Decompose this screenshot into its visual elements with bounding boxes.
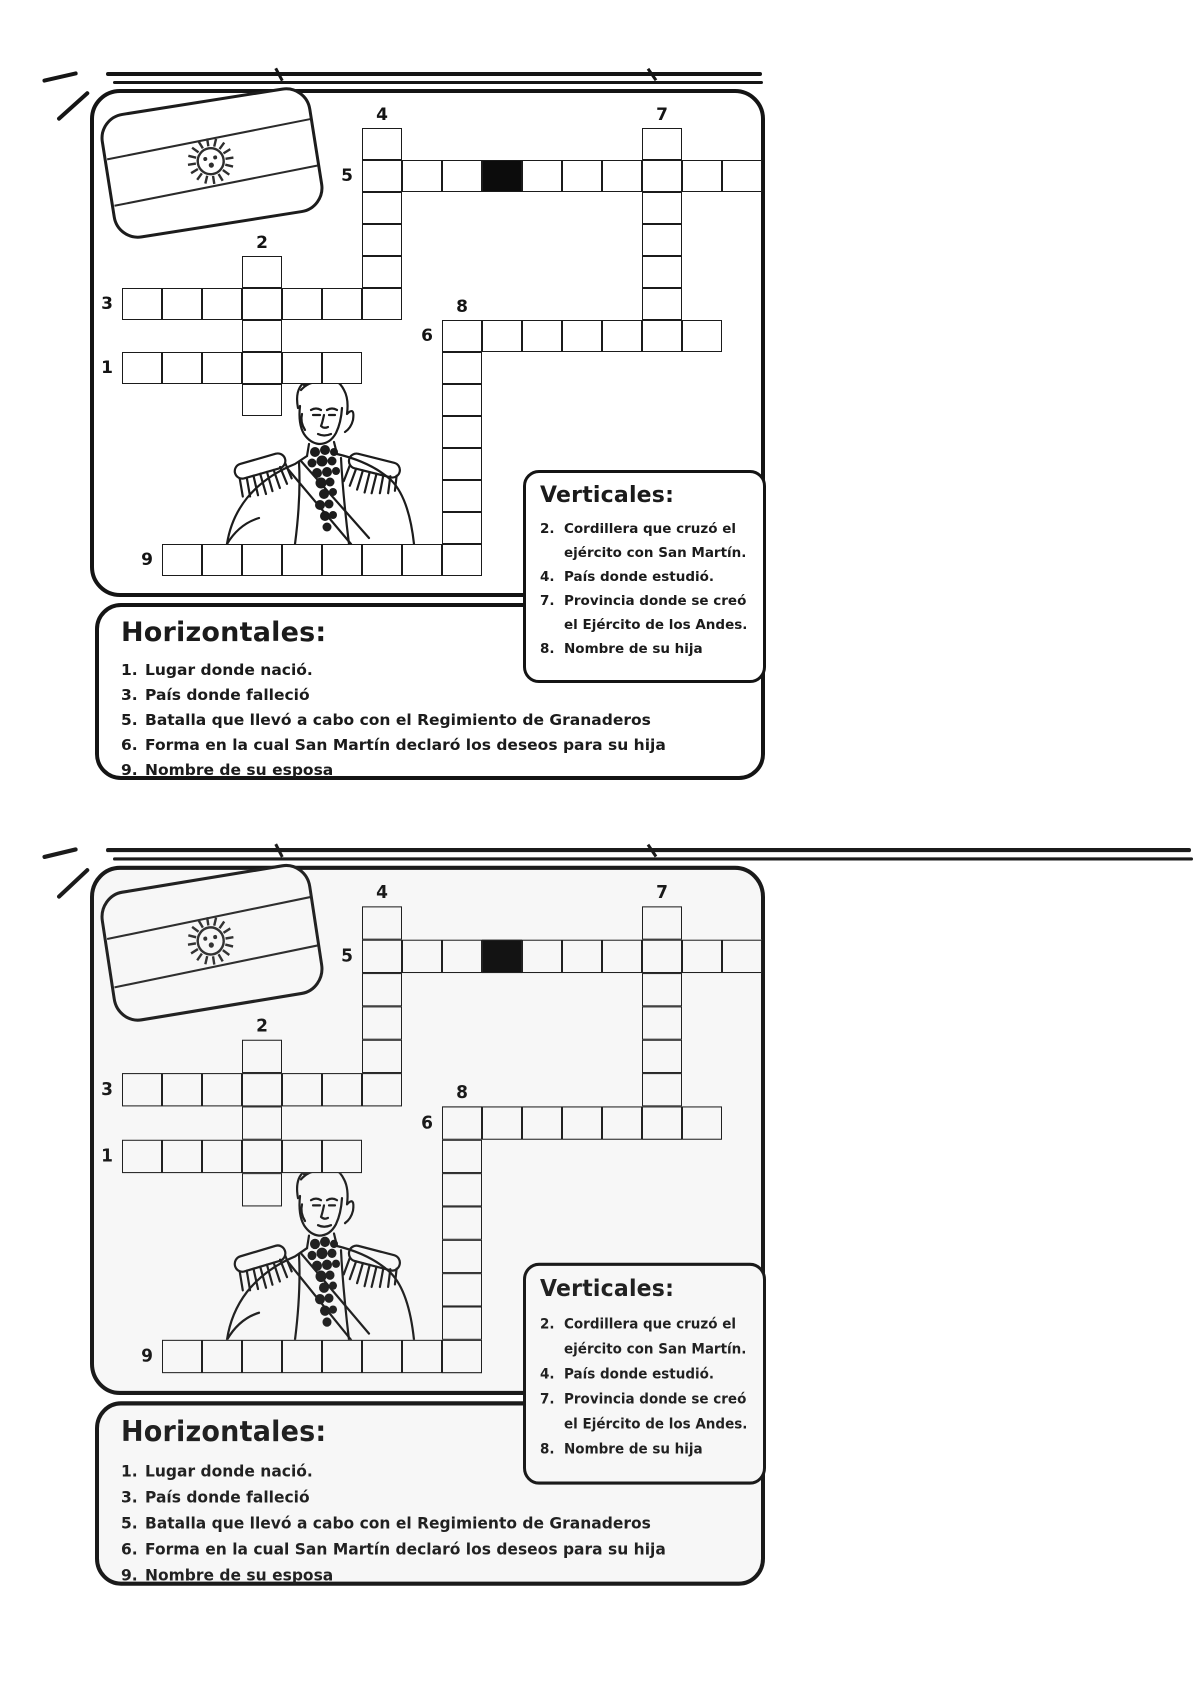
clue-item-text: Batalla que llevó a cabo con el Regimiento de Granaderos [145, 1513, 651, 1533]
clue-item-number: 7. [540, 1390, 555, 1408]
crossword-cell [202, 1073, 242, 1106]
crossword-cell [162, 1073, 202, 1106]
crossword-cell [482, 940, 522, 973]
clue-item [121, 733, 745, 758]
margin-dash [56, 90, 90, 121]
clue-number-label: 8 [456, 1082, 468, 1104]
clue-item [540, 1437, 755, 1462]
crossword-cell [522, 940, 562, 973]
crossword-cell [362, 1073, 402, 1106]
crossword-cell [482, 160, 522, 192]
crossword-cell [442, 1240, 482, 1273]
crossword-cell [642, 1006, 682, 1039]
crossword-cell [642, 192, 682, 224]
clue-number-label: 3 [101, 1079, 113, 1101]
clue-number-label: 5 [341, 945, 353, 967]
crossword-cell [362, 192, 402, 224]
clue-item [540, 1387, 755, 1437]
crossword-cell [442, 1140, 482, 1173]
crossword-cell [602, 1106, 642, 1139]
verticales-title: Verticales: [540, 1276, 675, 1303]
crossword-cell [642, 973, 682, 1006]
crossword-cell [202, 544, 242, 576]
crossword-cell [442, 480, 482, 512]
crossword-cell [242, 1173, 282, 1206]
crossword-cell [482, 320, 522, 352]
crossword-cell [362, 544, 402, 576]
crossword-cell [282, 352, 322, 384]
crossword-cell [442, 1340, 482, 1373]
crossword-cell [642, 288, 682, 320]
verticales-clue-list [540, 517, 755, 661]
clue-item [121, 1563, 745, 1589]
crossword-cell [482, 1106, 522, 1139]
crossword-cell [242, 544, 282, 576]
crossword-cell [322, 352, 362, 384]
crossword-cell [682, 940, 722, 973]
crossword-cell [242, 1140, 282, 1173]
crossword-cell [562, 1106, 602, 1139]
crossword-cell [442, 940, 482, 973]
clue-item-text: Provincia donde se creó el Ejército de los Andes. [564, 1390, 748, 1433]
clue-item [121, 1485, 745, 1511]
clue-number-label: 6 [421, 1112, 433, 1134]
crossword-cell [322, 1140, 362, 1173]
clue-item-number: 3. [121, 1487, 138, 1507]
crossword-cell [642, 256, 682, 288]
crossword-cell [282, 544, 322, 576]
crossword-cell [362, 128, 402, 160]
clue-item-number: 6. [121, 1539, 138, 1559]
crossword-cell [122, 1140, 162, 1173]
crossword-cell [362, 940, 402, 973]
crossword-cell [402, 940, 442, 973]
crossword-cell [522, 160, 562, 192]
crossword-cell [242, 1106, 282, 1139]
clue-item-number: 9. [121, 1565, 138, 1585]
crossword-cell [442, 1106, 482, 1139]
margin-dash [42, 847, 78, 859]
crossword-cell [202, 1340, 242, 1373]
margin-dash [56, 867, 90, 899]
verticales-box [523, 470, 766, 683]
crossword-cell [242, 1040, 282, 1073]
clue-item [121, 708, 745, 733]
clue-number-label: 1 [101, 358, 113, 378]
margin-dash [42, 71, 78, 83]
san-martin-portrait [203, 368, 435, 546]
crossword-cell [722, 940, 762, 973]
clue-item-text: País donde falleció [145, 686, 310, 704]
crossword-cell [122, 352, 162, 384]
crossword-cell [642, 940, 682, 973]
clue-number-label: 2 [256, 1015, 268, 1037]
clue-item-number: 1. [121, 661, 138, 679]
crossword-cell [362, 224, 402, 256]
crossword-cell [282, 1073, 322, 1106]
clue-item-number: 4. [540, 569, 555, 585]
clue-item-number: 6. [121, 736, 138, 754]
clue-item [540, 637, 755, 661]
crossword-cell [682, 160, 722, 192]
crossword-cell [442, 416, 482, 448]
crossword-cell [442, 1206, 482, 1239]
crossword-cell [602, 940, 642, 973]
crossword-cell [162, 352, 202, 384]
crossword-cell [242, 1340, 282, 1373]
crossword-worksheet-copy-2 [0, 848, 1200, 1600]
crossword-worksheet-copy-1 [0, 72, 1200, 794]
crossword-cell [322, 544, 362, 576]
crossword-cell [442, 384, 482, 416]
crossword-cell [162, 1140, 202, 1173]
crossword-cell [402, 160, 442, 192]
crossword-cell [362, 1040, 402, 1073]
clue-item [540, 1362, 755, 1387]
clue-number-label: 2 [256, 233, 268, 253]
crossword-cell [682, 1106, 722, 1139]
crossword-cell [242, 352, 282, 384]
crossword-cell [442, 352, 482, 384]
clue-item-number: 2. [540, 521, 555, 537]
crossword-cell [442, 320, 482, 352]
crossword-cell [602, 320, 642, 352]
crossword-cell [202, 1140, 242, 1173]
crossword-cell [322, 288, 362, 320]
clue-item-text: Nombre de su hija [564, 641, 703, 657]
crossword-cell [282, 1140, 322, 1173]
crossword-cell [162, 288, 202, 320]
clue-item [540, 565, 755, 589]
crossword-cell [642, 320, 682, 352]
clue-item-text: País donde estudió. [564, 1365, 715, 1383]
clue-item-number: 5. [121, 1513, 138, 1533]
clue-item-number: 1. [121, 1461, 138, 1481]
crossword-cell [442, 512, 482, 544]
clue-item-text: Nombre de su hija [564, 1440, 703, 1458]
crossword-cell [642, 1073, 682, 1106]
clue-item-text: Batalla que llevó a cabo con el Regimiento de Granaderos [145, 711, 651, 729]
clue-item [121, 758, 745, 783]
crossword-cell [682, 320, 722, 352]
crossword-cell [642, 160, 682, 192]
crossword-cell [522, 320, 562, 352]
clue-item-text: Cordillera que cruzó el ejército con San Martín. [564, 521, 747, 561]
clue-number-label: 9 [141, 1346, 153, 1367]
crossword-cell [722, 160, 762, 192]
horizontales-title: Horizontales: [121, 1415, 327, 1449]
verticales-clue-list [540, 1312, 755, 1462]
crossword-cell [362, 1340, 402, 1373]
clue-item [540, 589, 755, 637]
crossword-cell [402, 1340, 442, 1373]
clue-item-number: 9. [121, 761, 138, 779]
crossword-cell [402, 544, 442, 576]
crossword-cell [242, 384, 282, 416]
crossword-cell [362, 256, 402, 288]
crossword-cell [642, 906, 682, 939]
clue-item-text: Lugar donde nació. [145, 661, 313, 679]
clue-item-text: País donde falleció [145, 1487, 310, 1507]
clue-item-text: Cordillera que cruzó el ejército con San Martín. [564, 1315, 747, 1358]
crossword-cell [322, 1340, 362, 1373]
clue-item-text: País donde estudió. [564, 569, 715, 585]
crossword-cell [642, 128, 682, 160]
clue-number-label: 4 [376, 105, 388, 125]
verticales-box [523, 1263, 766, 1485]
crossword-cell [162, 1340, 202, 1373]
clue-number-label: 1 [101, 1146, 113, 1167]
clue-item-text: Forma en la cual San Martín declaró los deseos para su hija [145, 1539, 666, 1559]
crossword-cell [442, 1306, 482, 1339]
crossword-cell [202, 352, 242, 384]
crossword-cell [642, 224, 682, 256]
san-martin-portrait [203, 1156, 435, 1341]
clue-item-text: Provincia donde se creó el Ejército de los Andes. [564, 593, 748, 633]
crossword-cell [362, 288, 402, 320]
clue-number-label: 8 [456, 297, 468, 317]
crossword-cell [282, 1340, 322, 1373]
crossword-cell [242, 256, 282, 288]
clue-item-text: Nombre de su esposa [145, 761, 334, 779]
clue-item [121, 1511, 745, 1537]
clue-item-number: 5. [121, 711, 138, 729]
clue-item-text: Nombre de su esposa [145, 1565, 334, 1585]
crossword-cell [522, 1106, 562, 1139]
clue-item [540, 517, 755, 565]
clue-number-label: 9 [141, 550, 153, 570]
crossword-cell [442, 544, 482, 576]
crossword-cell [122, 1073, 162, 1106]
clue-number-label: 4 [376, 882, 388, 904]
clue-number-label: 7 [656, 882, 668, 904]
crossword-cell [362, 1006, 402, 1039]
crossword-cell [282, 288, 322, 320]
crossword-cell [162, 544, 202, 576]
clue-number-label: 7 [656, 105, 668, 125]
top-rule-line-2 [113, 857, 1193, 860]
crossword-cell [442, 160, 482, 192]
crossword-cell [562, 160, 602, 192]
crossword-cell [242, 320, 282, 352]
clue-item [121, 683, 745, 708]
top-rule-line-2 [113, 81, 763, 84]
clue-item-number: 3. [121, 686, 138, 704]
clue-item-number: 4. [540, 1365, 555, 1383]
clue-number-label: 3 [101, 294, 113, 314]
crossword-cell [242, 1073, 282, 1106]
crossword-cell [442, 448, 482, 480]
crossword-cell [562, 320, 602, 352]
crossword-cell [642, 1106, 682, 1139]
clue-item-number: 2. [540, 1315, 555, 1333]
clue-item-number: 8. [540, 1440, 555, 1458]
clue-item-text: Lugar donde nació. [145, 1461, 313, 1481]
verticales-title: Verticales: [540, 483, 675, 508]
clue-item-number: 7. [540, 593, 555, 609]
crossword-cell [122, 288, 162, 320]
clue-item-number: 8. [540, 641, 555, 657]
crossword-cell [202, 288, 242, 320]
clue-number-label: 5 [341, 166, 353, 186]
crossword-cell [602, 160, 642, 192]
clue-number-label: 6 [421, 326, 433, 346]
clue-item [540, 1312, 755, 1362]
crossword-cell [362, 160, 402, 192]
clue-item [121, 1537, 745, 1563]
clue-item-text: Forma en la cual San Martín declaró los deseos para su hija [145, 736, 666, 754]
crossword-cell [562, 940, 602, 973]
crossword-cell [442, 1273, 482, 1306]
top-rule-line [106, 72, 762, 76]
crossword-cell [362, 906, 402, 939]
horizontales-title: Horizontales: [121, 617, 327, 648]
crossword-cell [362, 973, 402, 1006]
crossword-cell [442, 1173, 482, 1206]
crossword-cell [322, 1073, 362, 1106]
crossword-cell [642, 1040, 682, 1073]
crossword-cell [242, 288, 282, 320]
